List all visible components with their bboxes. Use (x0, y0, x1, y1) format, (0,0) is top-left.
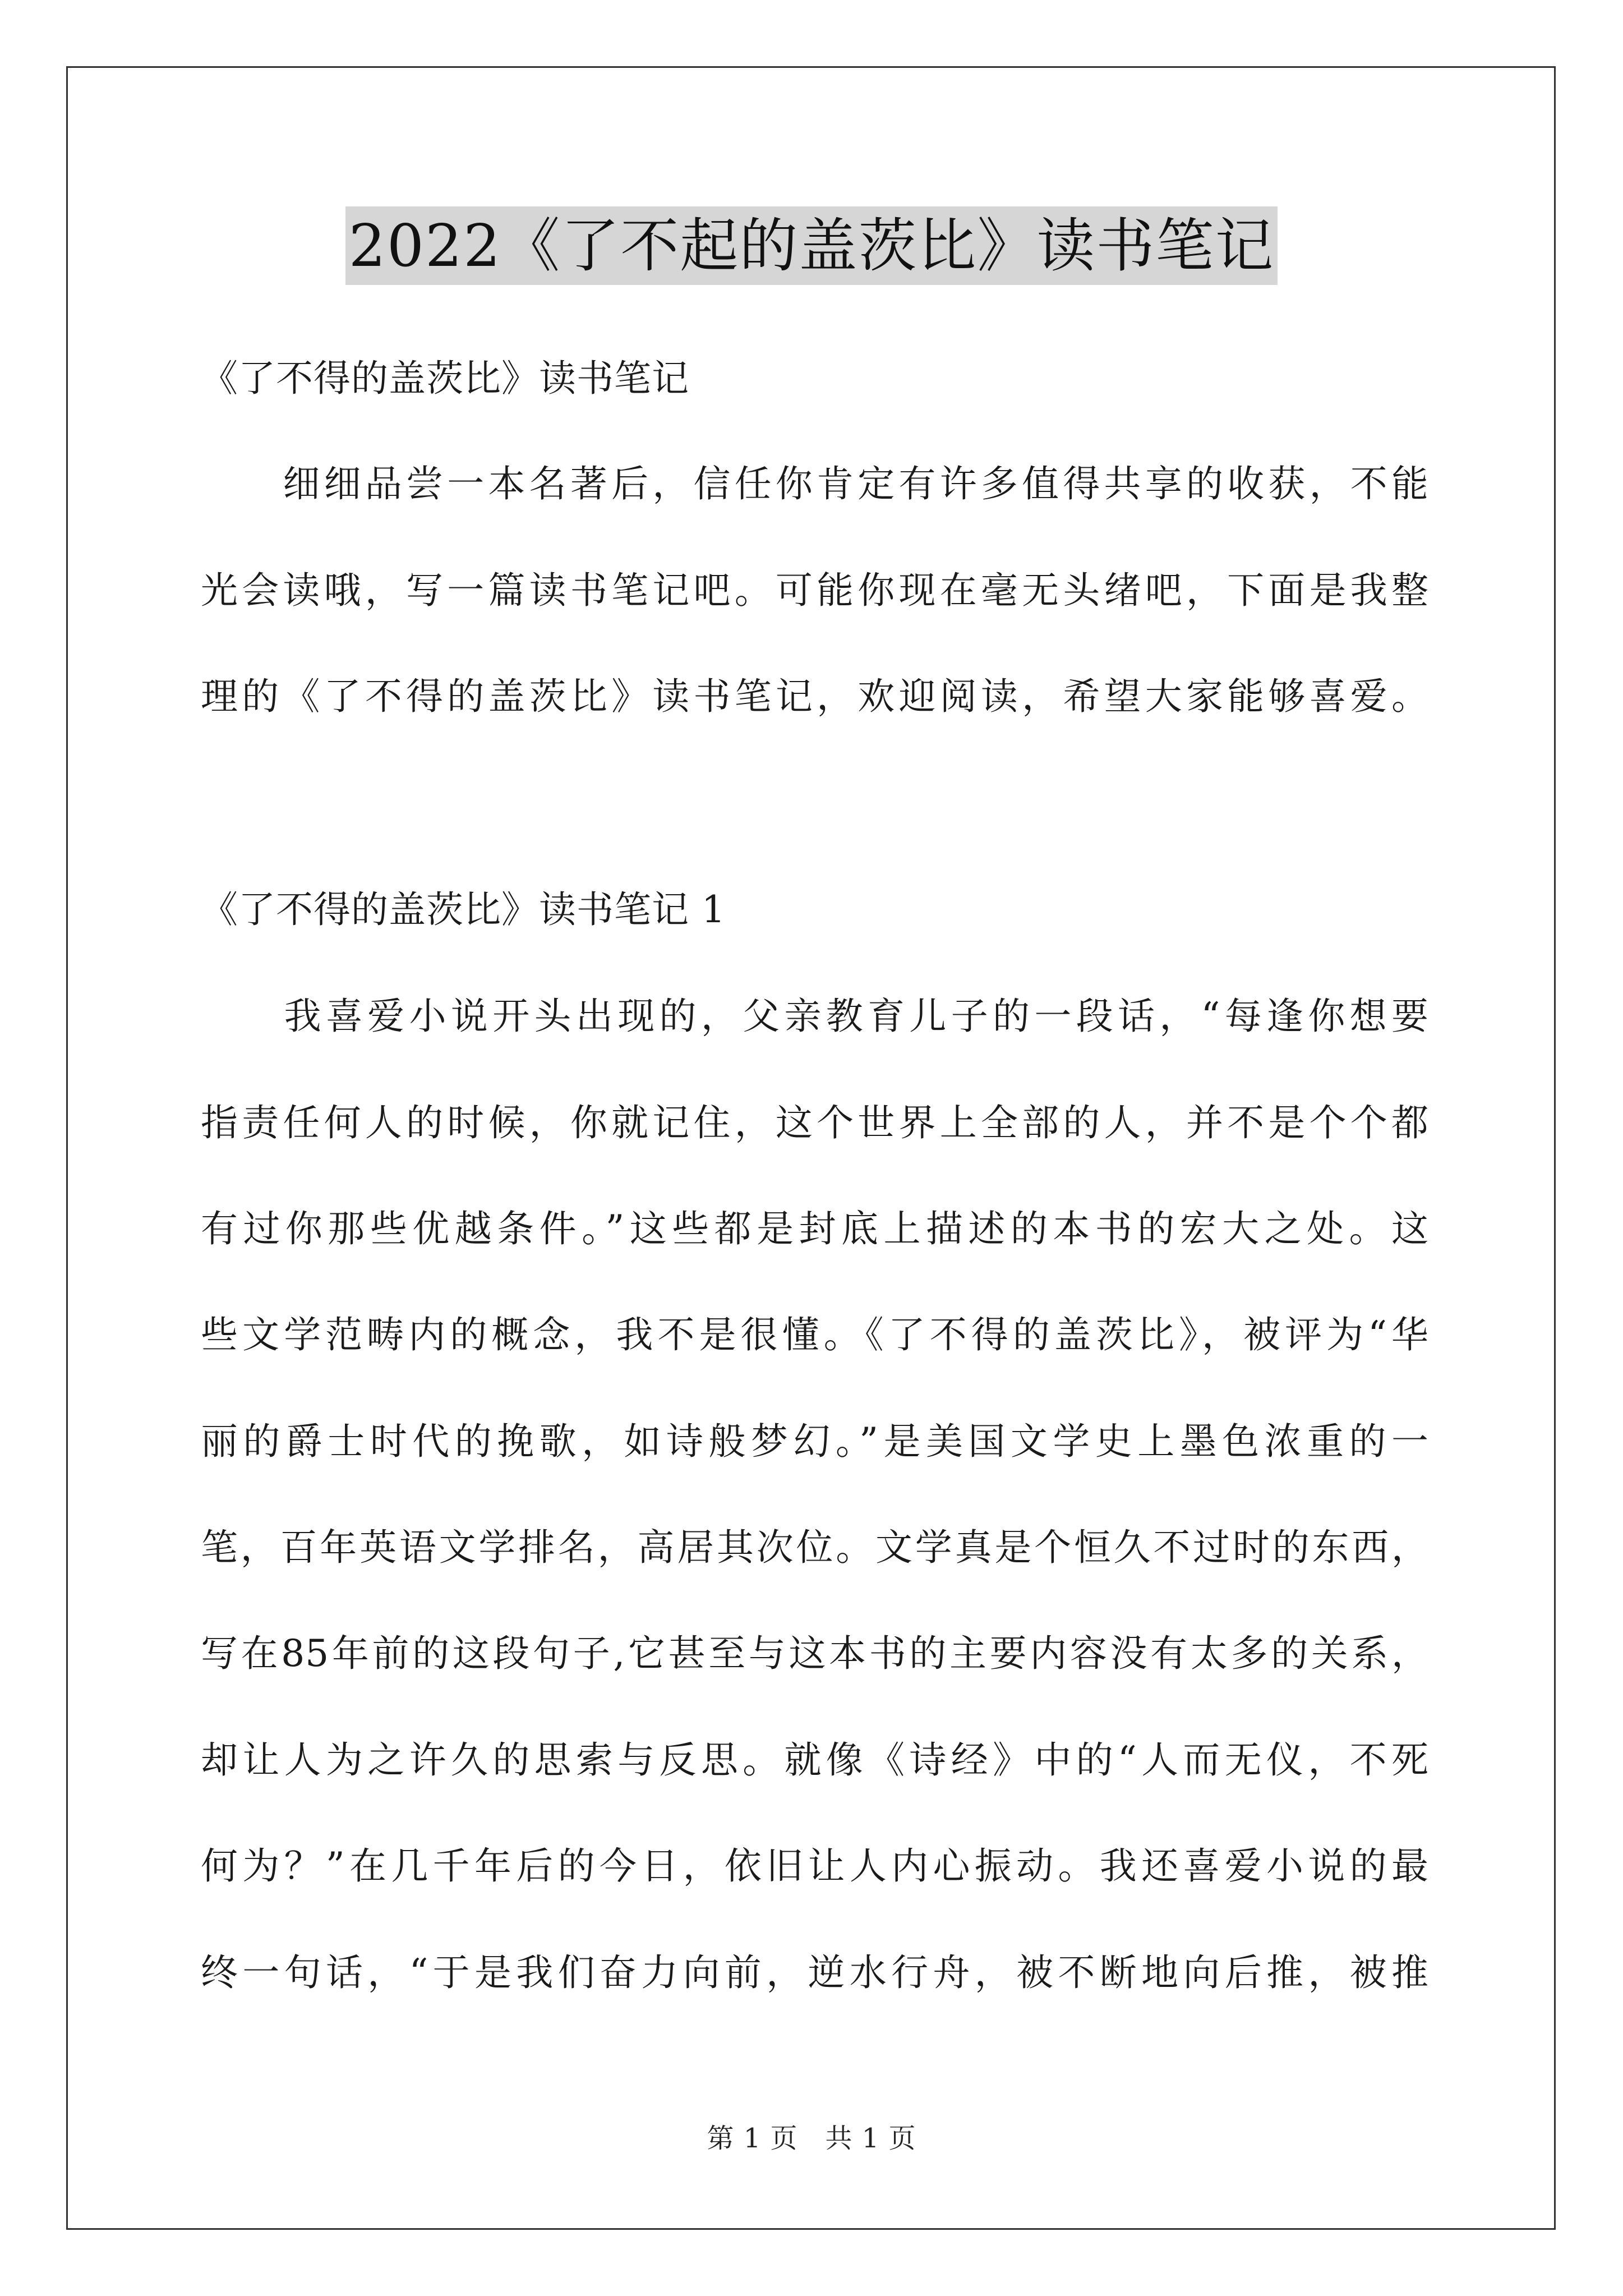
section-line: 写在85年前的这段句子,它甚至与这本书的主要内容没有太多的关系， (201, 1632, 1429, 1675)
section-line: 笔，百年英语文学排名，高居其次位。文学真是个恒久不过时的东西， (201, 1526, 1429, 1569)
section-line: 却让人为之许久的思索与反思。就像《诗经》中的“人而无仪，不死 (201, 1738, 1429, 1782)
section-heading: 《了不得的盖茨比》读书笔记 1 (201, 888, 726, 931)
section-line: 丽的爵士时代的挽歌，如诗般梦幻。”是美国文学史上墨色浓重的一 (201, 1420, 1429, 1463)
section-line: 些文学范畴内的概念，我不是很懂。《了不得的盖茨比》，被评为“华 (201, 1313, 1429, 1356)
title-container (0, 206, 1623, 285)
page-footer: 第 1 页 共 1 页 (707, 2123, 916, 2154)
section-line: 指责任何人的时候，你就记住，这个世界上全部的人，并不是个个都 (201, 1101, 1429, 1144)
section-line: 何为？”在几千年后的今日，依旧让人内心振动。我还喜爱小说的最 (201, 1844, 1429, 1888)
section-line: 我喜爱小说开头出现的，父亲教育儿子的一段话，“每逢你想要 (201, 995, 1429, 1038)
subtitle: 《了不得的盖茨比》读书笔记 (201, 357, 689, 400)
intro-line: 光会读哦，写一篇读书笔记吧。可能你现在毫无头绪吧，下面是我整 (201, 569, 1429, 612)
document-title: 2022《了不起的盖茨比》读书笔记 (345, 206, 1278, 285)
section-line: 终一句话，“于是我们奋力向前，逆水行舟，被不断地向后推，被推 (201, 1951, 1429, 1994)
section-line: 有过你那些优越条件。”这些都是封底上描述的本书的宏大之处。这 (201, 1207, 1429, 1250)
intro-line: 理的《了不得的盖茨比》读书笔记，欢迎阅读，希望大家能够喜爱。 (201, 675, 1429, 718)
intro-line: 细细品尝一本名著后，信任你肯定有许多值得共享的收获，不能 (201, 462, 1429, 505)
